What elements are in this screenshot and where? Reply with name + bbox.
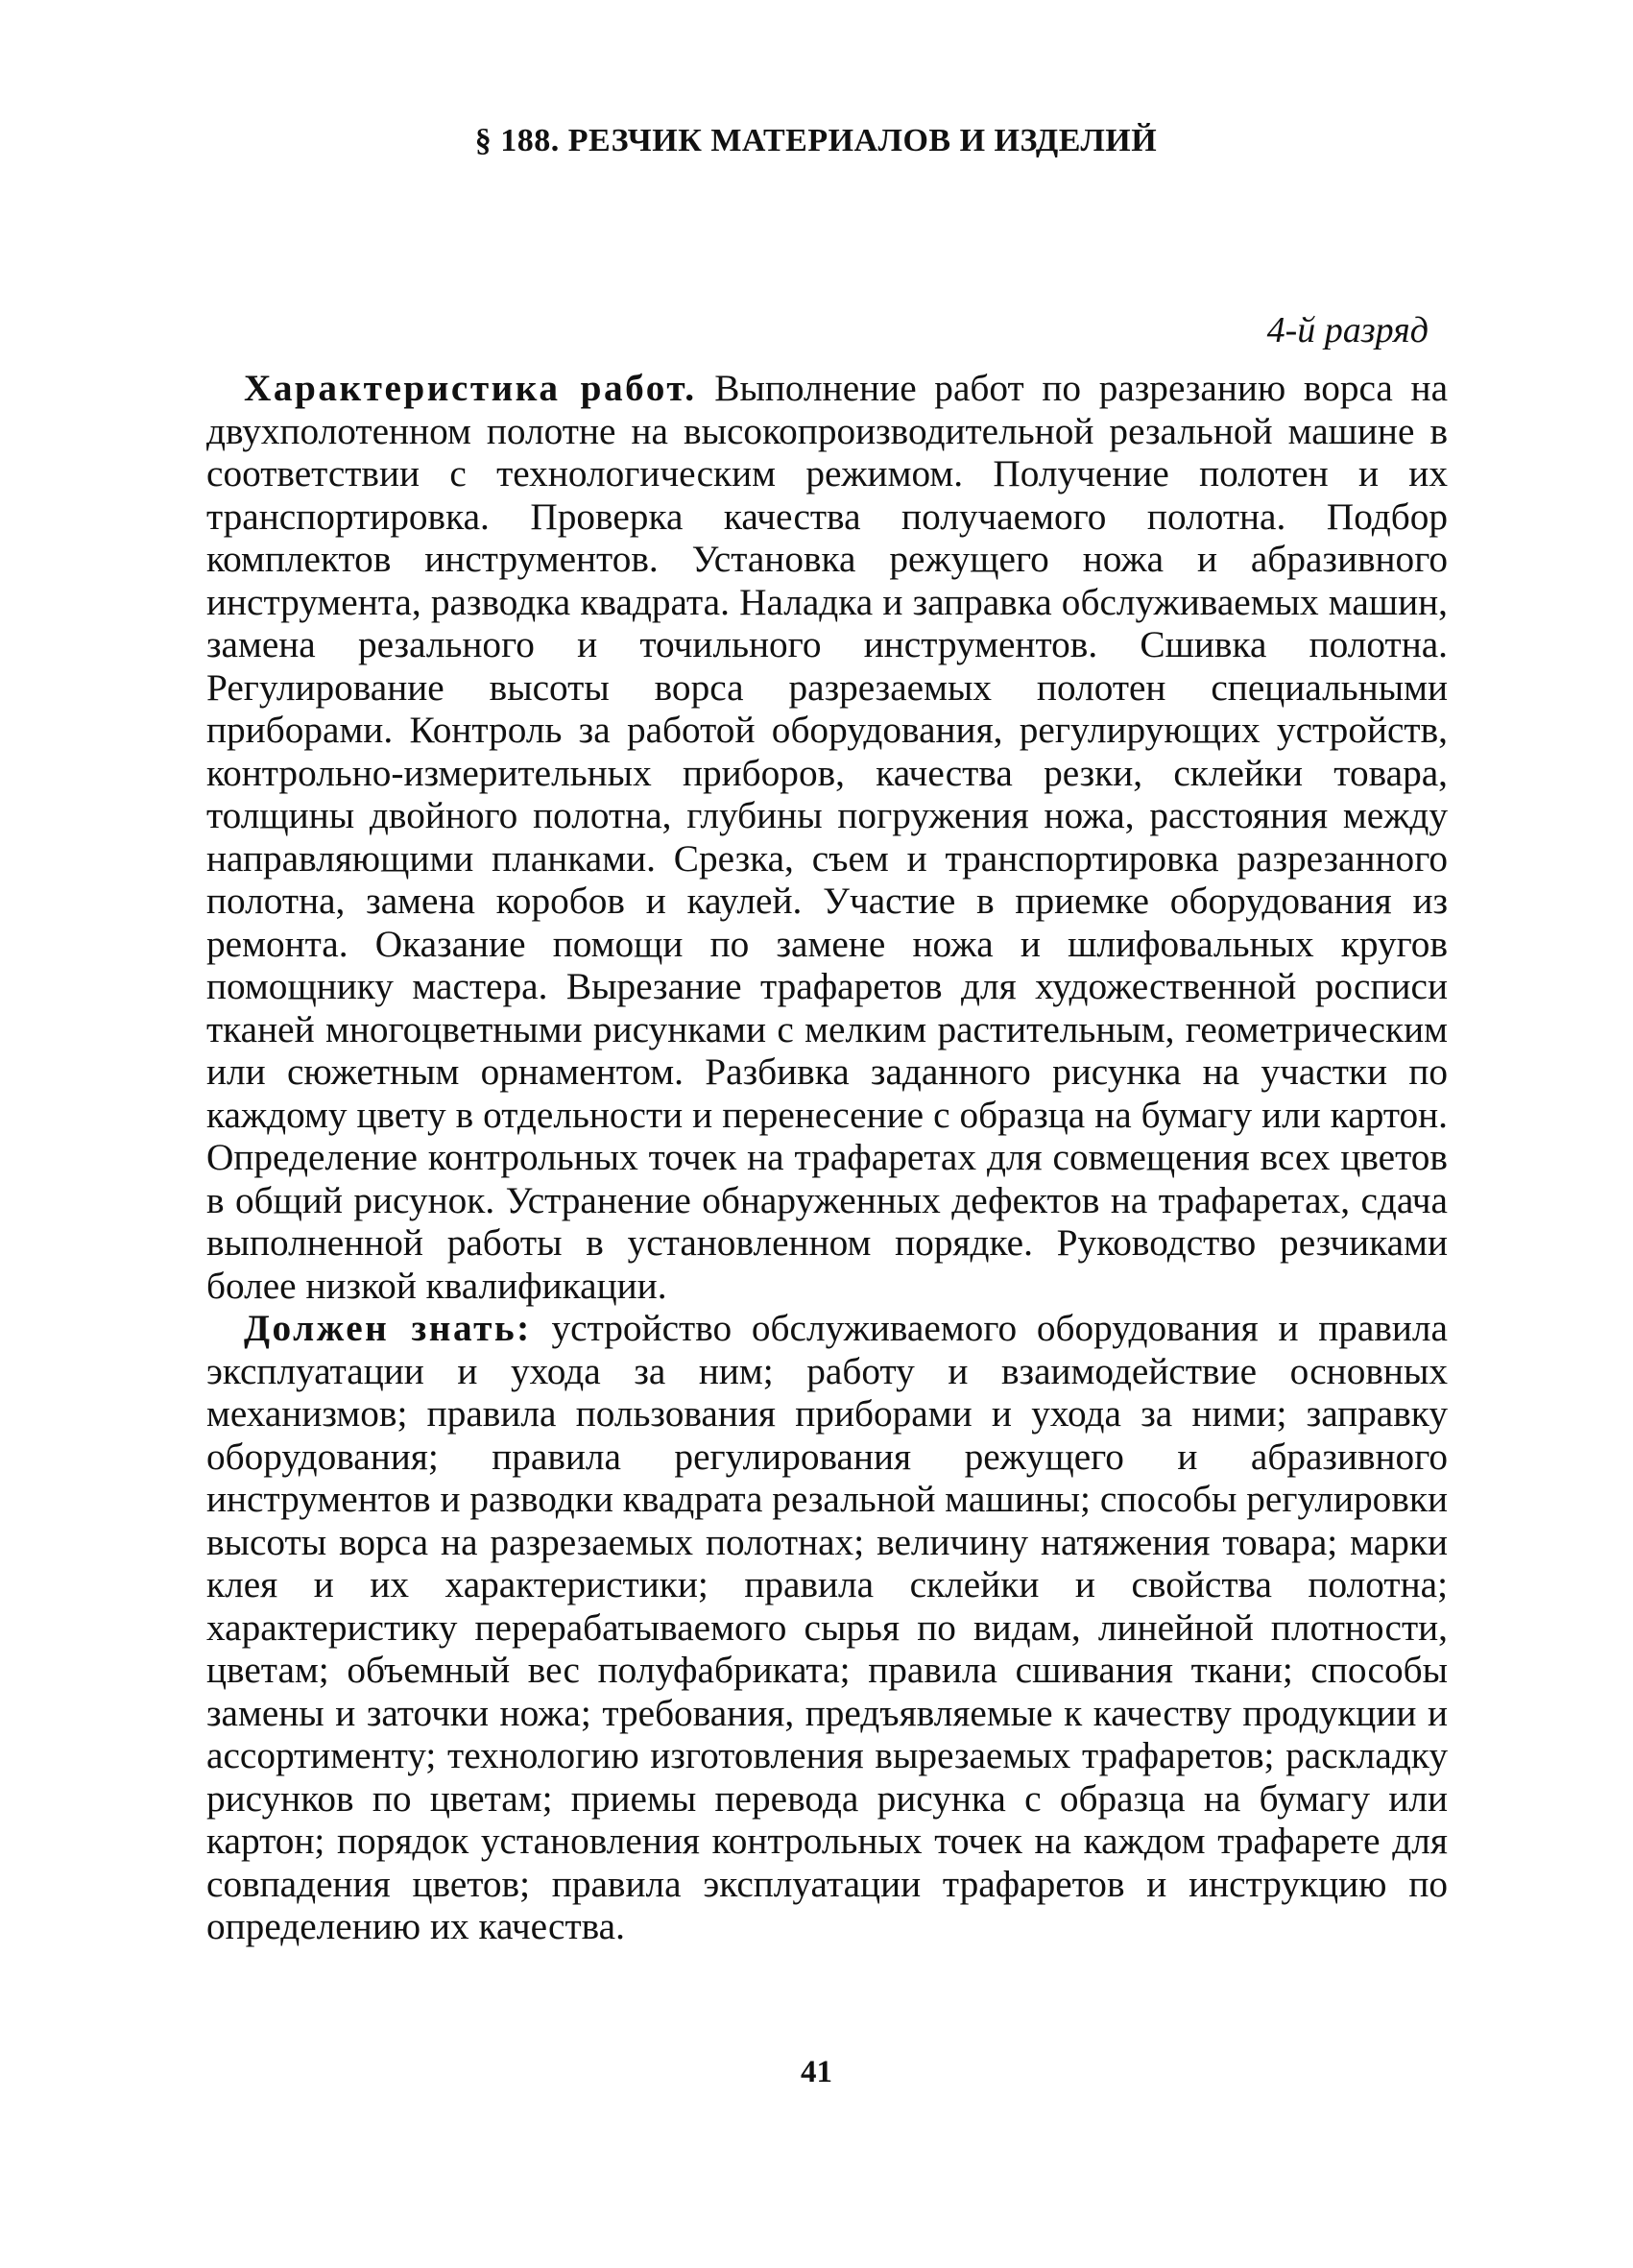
must-know-text: устройство обслуживаемого оборудования и правила эксплуатации и ухода за ним; работу и взаимодействие основных механизмов; правила пользования приборами и ухода за ними; заправку оборудования; правила регулирования режущего и абразивного инструментов и разводки квадрата резальной машины; способы регулировки высоты ворса на разрезаемых полотнах; величину натяжения товара; марки клея и их характеристики; правила склейки и свойства полотна; характеристику перерабатываемого сырья по видам, линейной плотности, цветам; объемный вес полуфабриката; правила сшивания ткани; способы замены и заточки ножа; требования, предъявляемые к качеству продукции и ассортименту; технологию изготовления вырезаемых трафаретов; раскладку рисунков по цветам; приемы перевода рисунка с образца на бумагу или картон; порядок установления контрольных точек на каждом трафарете для совпадения цветов; правила эксплуатации трафаретов и инструкцию по определению их качества. xyxy=(206,1307,1448,1947)
body-text xyxy=(206,367,1448,1948)
page-number: 41 xyxy=(801,2055,832,2089)
grade-label: 4-й разряд xyxy=(1266,310,1429,350)
work-characteristics-label: Характеристика работ. xyxy=(244,367,697,409)
work-characteristics-text: Выполнение работ по разрезанию ворса на двухполотенном полотне на высокопроизводительной резальной машине в соответствии с технологическим режимом. Получение полотен и их транспортировка. Проверка качества получаемого полотна. Подбор комплектов инструментов. Установка режущего ножа и абразивного инструмента, разводка квадрата. Наладка и заправка обслуживаемых машин, замена резального и точильного инструментов. Сшивка полотна. Регулирование высоты ворса разрезаемых полотен специальными приборами. Контроль за работой оборудования, регулирующих устройств, контрольно-измерительных приборов, качества резки, склейки товара, толщины двойного полотна, глубины погружения ножа, расстояния между направляющими планками. Срезка, съем и транспортировка разрезанного полотна, замена коробов и каулей. Участие в приемке оборудования из ремонта. Оказание помощи по замене ножа и шлифовальных кругов помощнику мастера. Вырезание трафаретов для художественной росписи тканей многоцветными рисунками с мелким растительным, геометрическим или сюжетным орнаментом. Разбивка заданного рисунка на участки по каждому цвету в отдельности и перенесение с образца на бумагу или картон. Определение контрольных точек на трафаретах для совмещения всех цветов в общий рисунок. Устранение обнаруженных дефектов на трафаретах, сдача выполненной работы в установленном порядке. Руководство резчиками более низкой квалификации. xyxy=(206,367,1449,1307)
must-know-label: Должен знать: xyxy=(244,1307,532,1349)
work-characteristics-paragraph xyxy=(206,367,1448,1307)
section-title: § 188. РЕЗЧИК МАТЕРИАЛОВ И ИЗДЕЛИЙ xyxy=(474,123,1158,158)
must-know-paragraph xyxy=(206,1307,1448,1948)
